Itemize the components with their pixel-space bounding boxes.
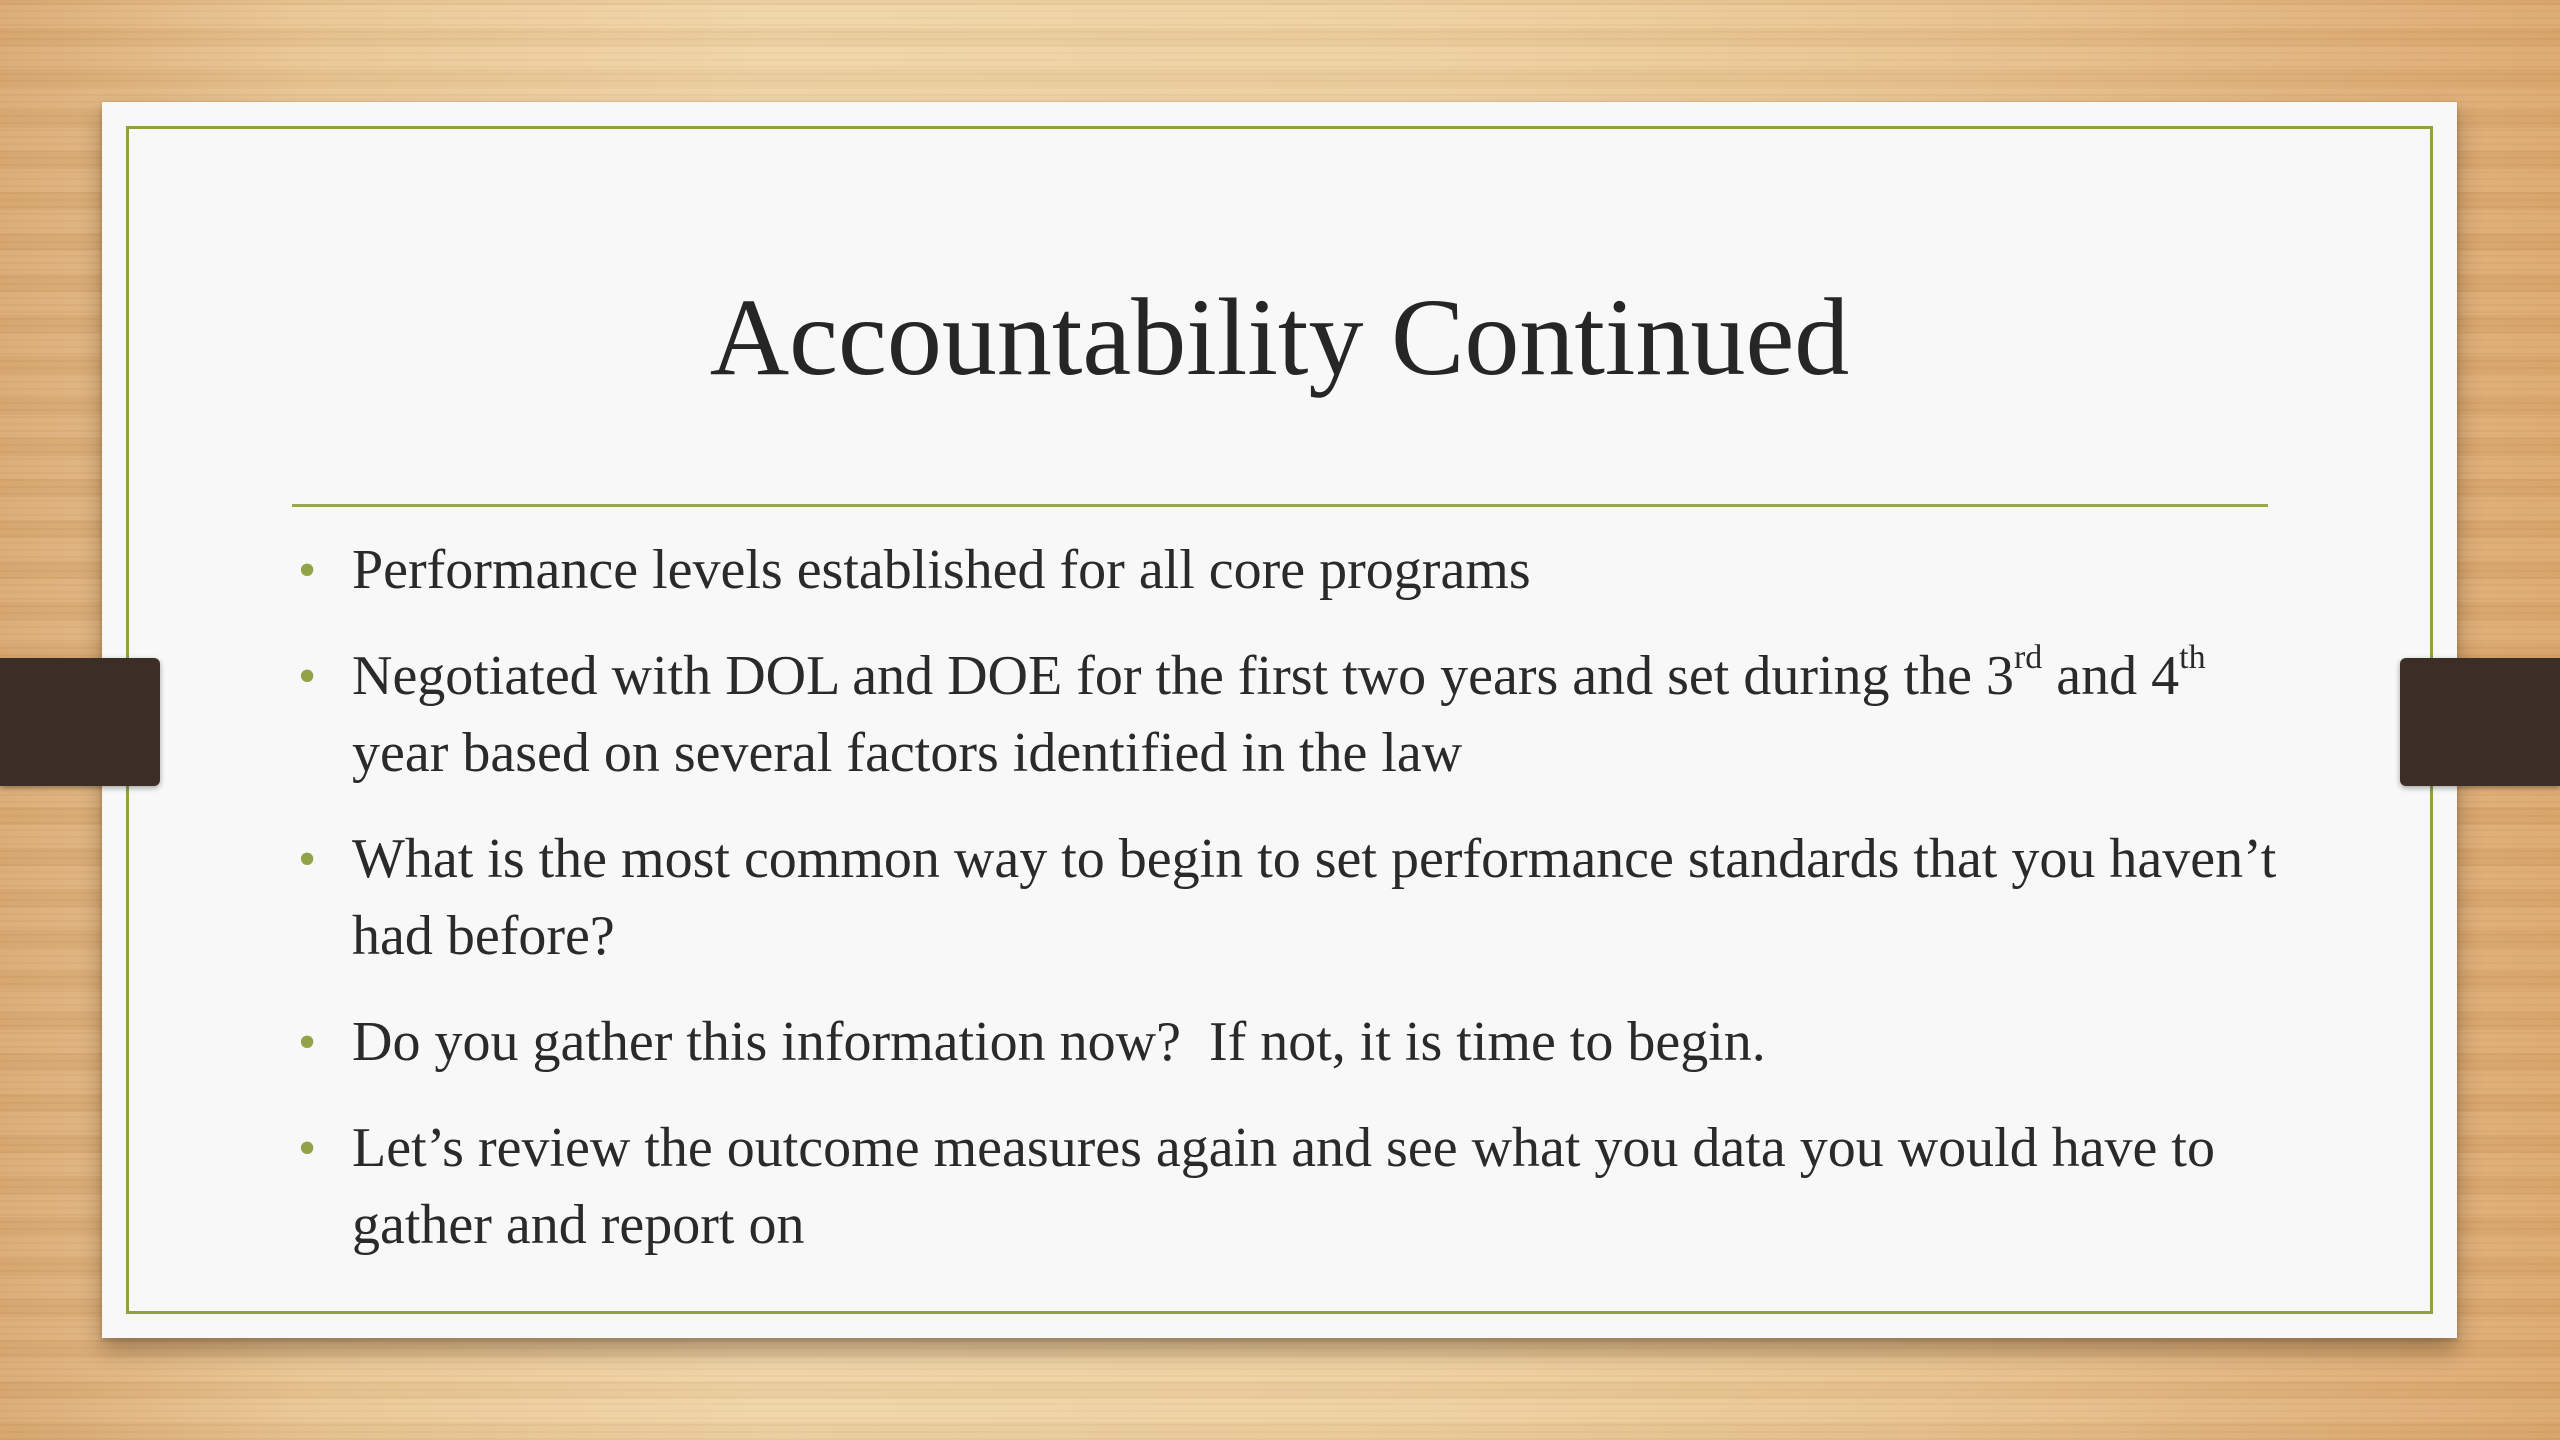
bullet-item-performance-levels <box>292 532 2292 609</box>
slide-title: Accountability Continued <box>709 276 1850 398</box>
bullet-dot-icon: • <box>298 1014 317 1071</box>
bullet-dot-icon: • <box>298 831 317 888</box>
bullet-text: Let’s review the outcome measures again and see what you data you would have to gather and report on <box>352 1117 2215 1256</box>
bullet-item-negotiated <box>292 638 2292 792</box>
bullet-dot-icon: • <box>298 542 317 599</box>
binder-clip-left <box>0 658 160 786</box>
bullet-dot-icon: • <box>298 1120 317 1177</box>
bullet-text-part: and 4 <box>2042 645 2180 707</box>
bullet-text-part: year based on several factors identified in the law <box>352 722 1463 784</box>
bullet-item-review-measures <box>292 1110 2292 1264</box>
bullet-text: Do you gather this information now? If not, it is time to begin. <box>352 1011 1766 1073</box>
ordinal-superscript: th <box>2179 639 2206 676</box>
bullet-list <box>292 532 2292 1293</box>
binder-clip-right <box>2400 658 2560 786</box>
bullet-text: What is the most common way to begin to set performance standards that you haven’t had before? <box>352 828 2277 967</box>
bullet-item-common-way <box>292 821 2292 975</box>
bullet-text-part: Negotiated with DOL and DOE for the first two years and set during the 3 <box>352 645 2014 707</box>
bullet-item-gather-info <box>292 1004 2292 1081</box>
slide-card <box>102 102 2457 1338</box>
ordinal-superscript: rd <box>2013 639 2043 676</box>
bullet-text: Performance levels established for all core programs <box>352 539 1531 601</box>
title-divider <box>292 504 2268 507</box>
bullet-dot-icon: • <box>298 648 317 705</box>
